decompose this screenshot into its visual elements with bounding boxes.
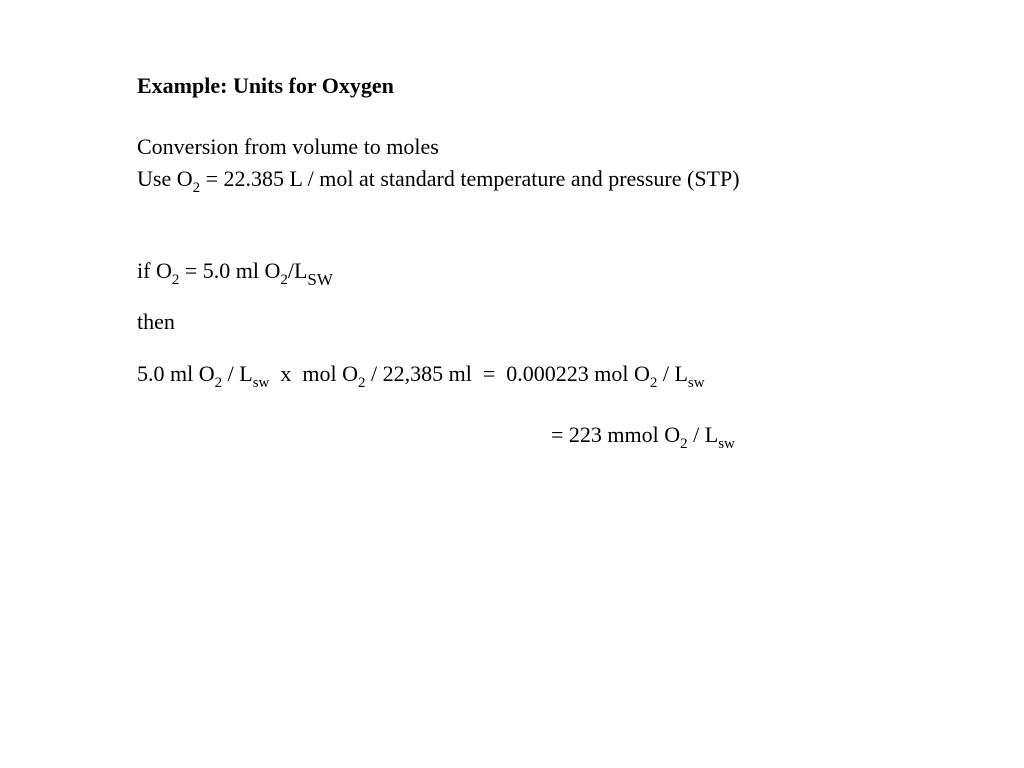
- given-text-b: = 5.0 ml O: [179, 258, 281, 283]
- given-subscript-sw: SW: [307, 270, 333, 289]
- calc-text-d: / 22,385 ml = 0.000223 mol O: [365, 361, 650, 386]
- calc-text-b: / L: [222, 361, 253, 386]
- slide-title: Example: Units for Oxygen: [137, 73, 394, 98]
- result-subscript-b: sw: [718, 436, 735, 452]
- calc-text-c: x mol O: [269, 361, 358, 386]
- intro-line-conversion: Conversion from volume to moles: [137, 134, 439, 159]
- given-text-a: if O: [137, 258, 172, 283]
- stp-text-a: Use O: [137, 166, 193, 191]
- result-line: [551, 422, 735, 452]
- calc-text-e: / L: [657, 361, 688, 386]
- given-text-c: /L: [287, 258, 308, 283]
- given-subscript-b: 2: [280, 272, 288, 288]
- calc-subscript-c: 2: [357, 375, 366, 391]
- calc-subscript-b: sw: [252, 375, 270, 391]
- calculation-line: [137, 361, 705, 391]
- calc-text-a: 5.0 ml O: [137, 361, 215, 386]
- result-text-a: = 223 mmol O: [551, 422, 681, 447]
- intro-line-stp: [137, 166, 740, 196]
- then-label: then: [137, 309, 175, 334]
- stp-text-b: = 22.385 L / mol at standard temperature and pressure (STP): [200, 166, 740, 191]
- calc-subscript-d: 2: [649, 375, 658, 391]
- given-line: [137, 258, 333, 289]
- calc-subscript-e: sw: [687, 375, 705, 391]
- result-text-b: / L: [687, 422, 719, 447]
- calc-subscript-a: 2: [214, 375, 223, 391]
- stp-subscript-o2: 2: [192, 180, 201, 196]
- given-subscript-a: 2: [171, 272, 180, 288]
- result-subscript-a: 2: [680, 436, 688, 452]
